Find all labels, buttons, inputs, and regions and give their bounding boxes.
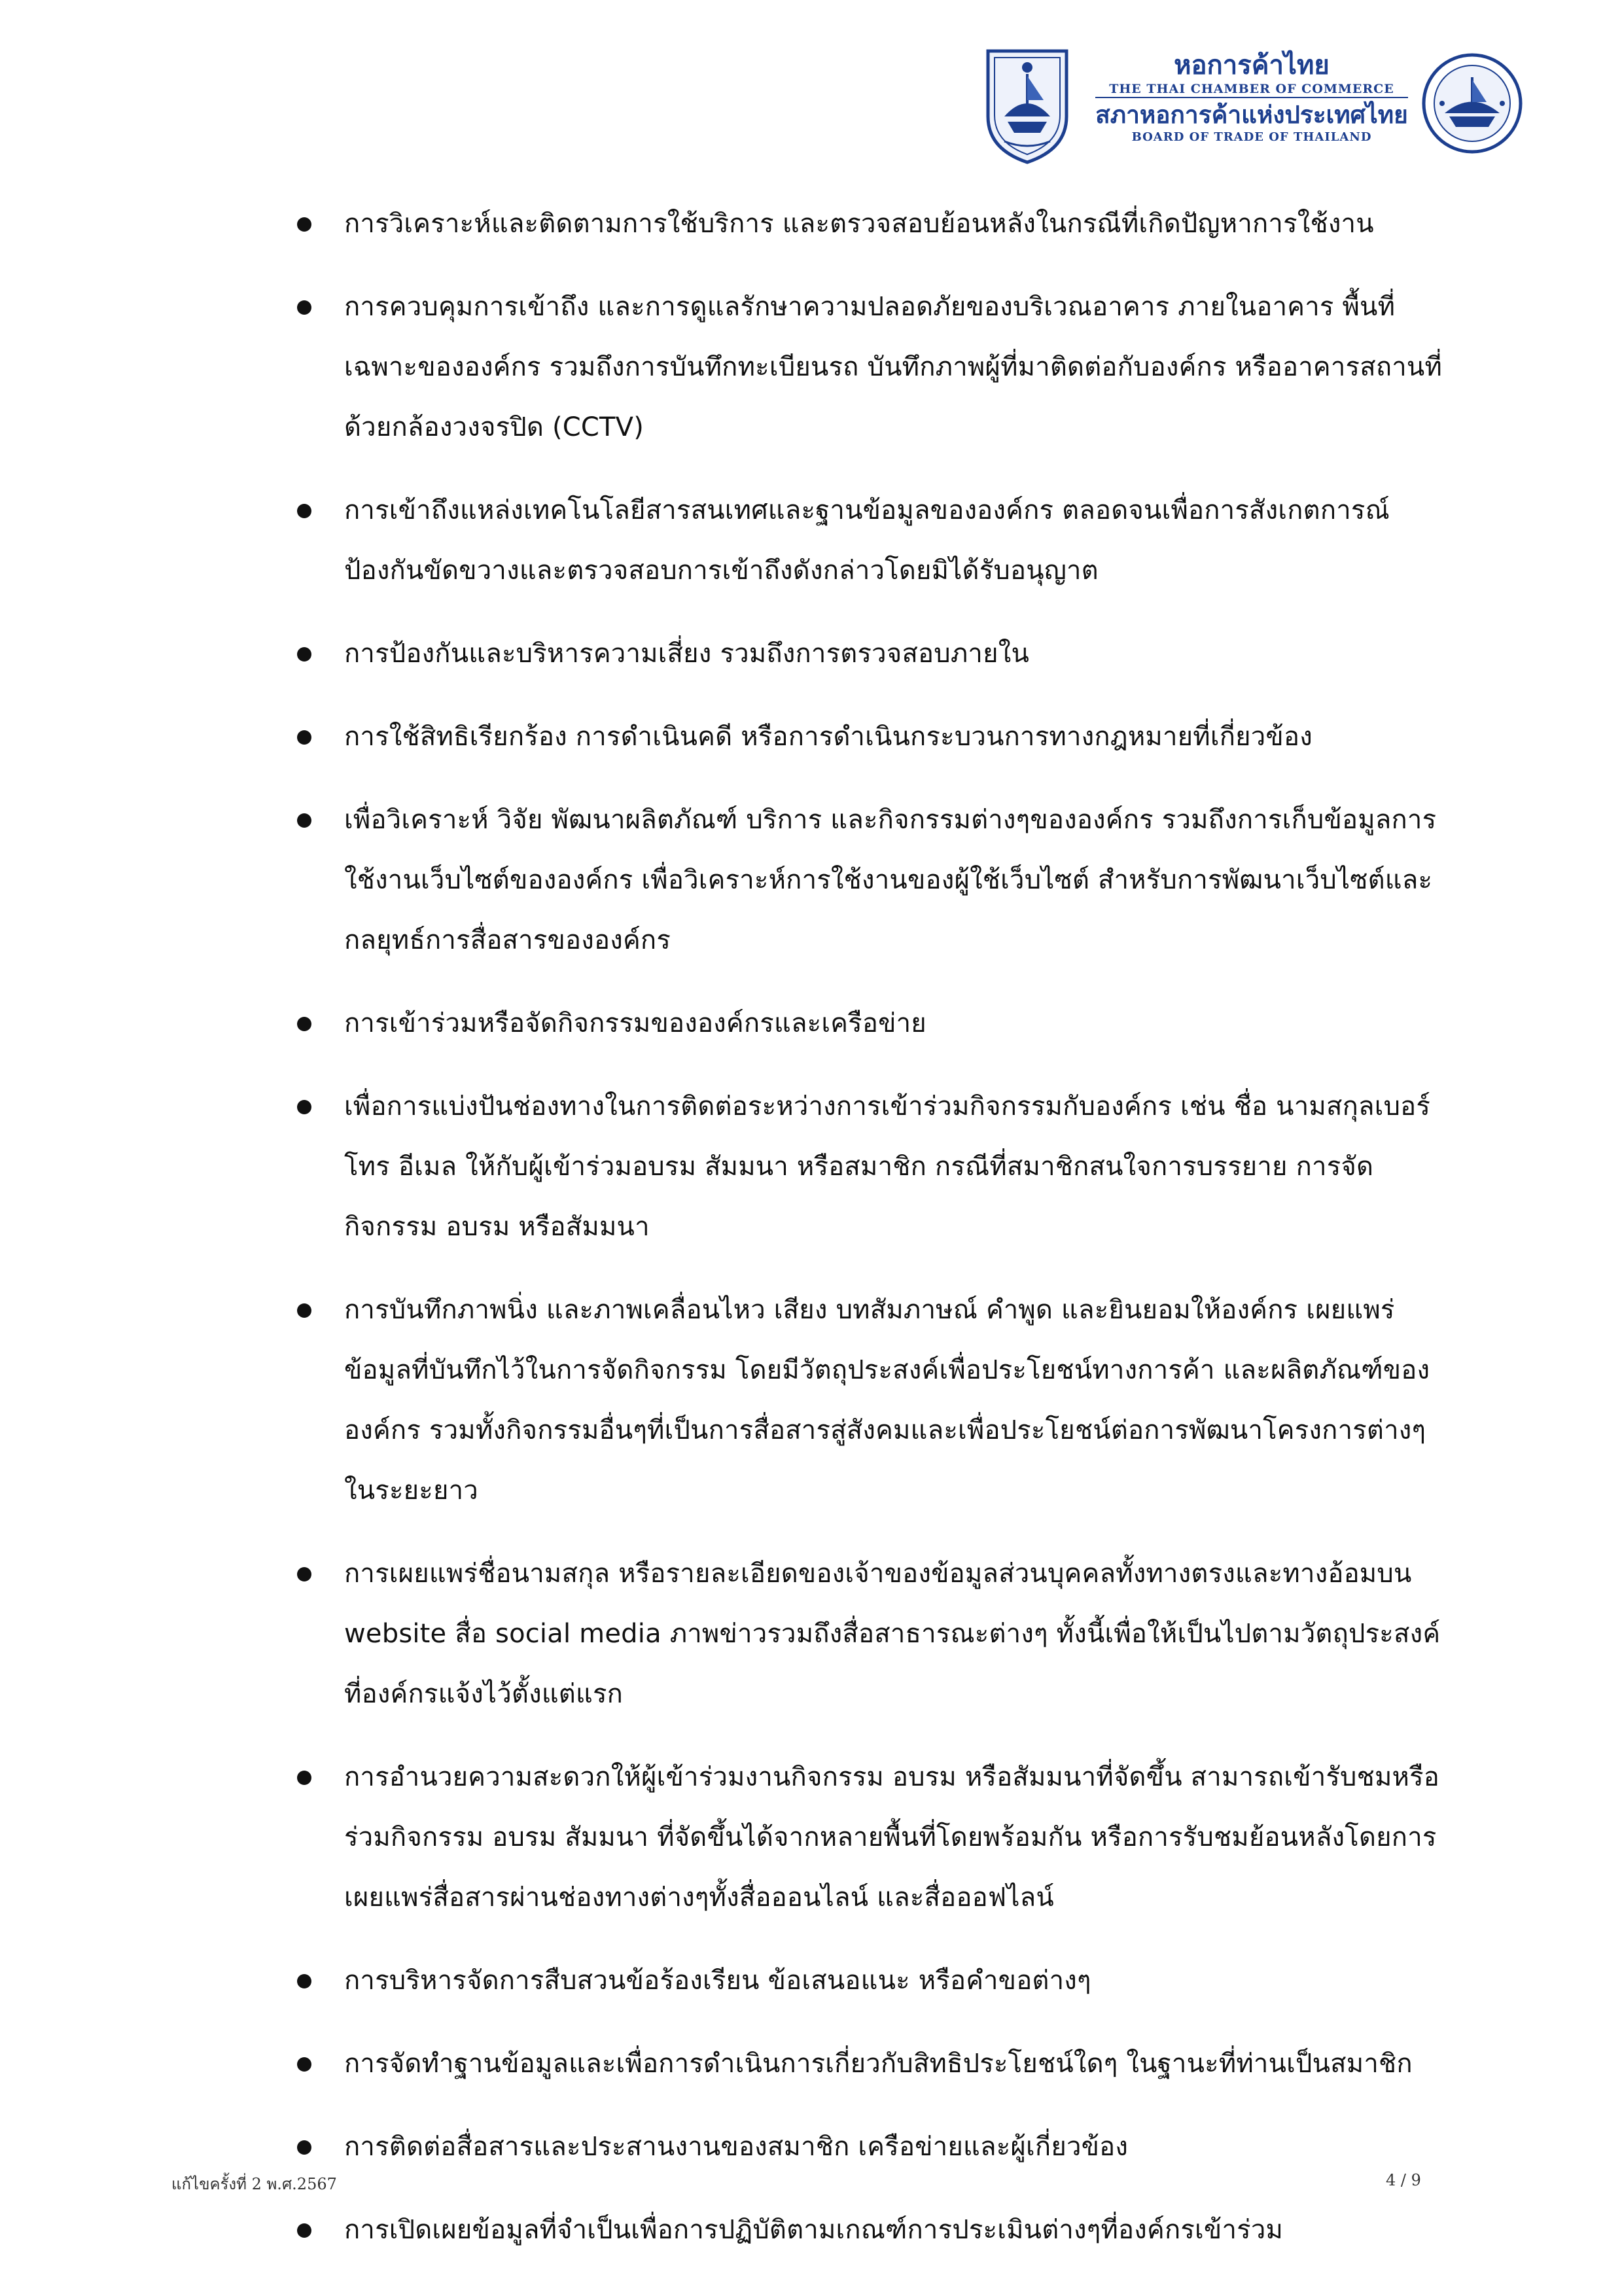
list-item-text: การใช้สิทธิเรียกร้อง การดำเนินคดี หรือการดำเนินกระบวนการทางกฎหมายที่เกี่ยวข้อง: [344, 722, 1313, 752]
list-item-text: การบันทึกภาพนิ่ง และภาพเคลื่อนไหว เสียง บทสัมภาษณ์ คำพูด และยินยอมให้องค์กร เผยแพร่ข้อมูลที่บันทึกไว้ในการจัดกิจกรรม โดยมีวัตถุประสงค์เพื่อประโยชน์ทางการค้า และผลิตภัณฑ์ขององค์กร รวมทั้งกิจกรรมอื่นๆที่เป็นการสื่อสารสู่สังคมและเพื่อประโยชน์ต่อการพัฒนาโครงการต่างๆในระยะยาว: [344, 1295, 1430, 1506]
bullet-icon: [297, 2057, 311, 2072]
org-name-th: หอการค้าไทย: [1174, 50, 1330, 80]
bullet-icon: [297, 730, 311, 745]
board-of-trade-seal: [1420, 51, 1525, 156]
organization-name-block: [1091, 50, 1412, 145]
bullet-icon: [297, 2223, 311, 2238]
revision-note: แก้ไขครั้งที่ 2 พ.ศ.2567: [171, 2175, 337, 2193]
board-name-en: BOARD OF TRADE OF THAILAND: [1131, 130, 1372, 144]
list-item: [288, 480, 1453, 601]
list-item-text: การเข้าร่วมหรือจัดกิจกรรมขององค์กรและเครือข่าย: [344, 1008, 926, 1038]
list-item: [288, 1951, 1453, 2011]
bullet-icon: [297, 1974, 311, 1988]
thai-chamber-logo: [975, 38, 1080, 169]
list-item-text: การจัดทำฐานข้อมูลและเพื่อการดำเนินการเกี่ยวกับสิทธิประโยชน์ใดๆ ในฐานะที่ท่านเป็นสมาชิก: [344, 2049, 1413, 2079]
bullet-icon: [297, 1017, 311, 1031]
list-item: [288, 1280, 1453, 1521]
list-item-text: การวิเคราะห์และติดตามการใช้บริการ และตรวจสอบย้อนหลังในกรณีที่เกิดปัญหาการใช้งาน: [344, 209, 1374, 239]
list-item: [288, 2200, 1453, 2260]
list-item-text: การบริหารจัดการสืบสวนข้อร้องเรียน ข้อเสนอแนะ หรือคำขอต่างๆ: [344, 1966, 1091, 1996]
org-name-en: THE THAI CHAMBER OF COMMERCE: [1109, 82, 1394, 96]
bullet-list: [288, 194, 1453, 2283]
list-item: [288, 277, 1453, 457]
bullet-icon: [297, 1771, 311, 1785]
list-item: [288, 624, 1453, 684]
bullet-icon: [297, 1100, 311, 1114]
bullet-icon: [297, 300, 311, 315]
list-item-text: การเปิดเผยข้อมูลที่จำเป็นเพื่อการปฏิบัติตามเกณฑ์การประเมินต่างๆที่องค์กรเข้าร่วม: [344, 2215, 1284, 2245]
list-item-text: การเข้าถึงแหล่งเทคโนโลยีสารสนเทศและฐานข้อมูลขององค์กร ตลอดจนเพื่อการสังเกตการณ์ป้องกันขัดขวางและตรวจสอบการเข้าถึงดังกล่าวโดยมิได้รับอนุญาต: [344, 495, 1390, 586]
list-item-text: การติดต่อสื่อสารและประสานงานของสมาชิก เครือข่ายและผู้เกี่ยวข้อง: [344, 2132, 1129, 2162]
list-item: [288, 1747, 1453, 1928]
board-name-th: สภาหอการค้าแห่งประเทศไทย: [1095, 97, 1408, 130]
list-item-text: เพื่อการแบ่งปันช่องทางในการติดต่อระหว่างการเข้าร่วมกิจกรรมกับองค์กร เช่น ชื่อ นามสกุลเบอร์โทร อีเมล ให้กับผู้เข้าร่วมอบรม สัมมนา หรือสมาชิก กรณีที่สมาชิกสนใจการบรรยาย การจัดกิจกรรม อบรม หรือสัมมนา: [344, 1091, 1431, 1242]
bullet-icon: [297, 217, 311, 232]
list-item: [288, 2034, 1453, 2094]
list-item: [288, 2117, 1453, 2177]
list-item: [288, 993, 1453, 1053]
bullet-icon: [297, 813, 311, 828]
bullet-icon: [297, 1303, 311, 1318]
list-item-text: การเผยแพร่ชื่อนามสกุล หรือรายละเอียดของเจ้าของข้อมูลส่วนบุคคลทั้งทางตรงและทางอ้อมบน website สื่อ social media ภาพข่าวรวมถึงสื่อสาธารณะต่างๆ ทั้งนี้เพื่อให้เป็นไปตามวัตถุประสงค์ที่องค์กรแจ้งไว้ตั้งแต่แรก: [344, 1559, 1441, 1709]
list-item: [288, 194, 1453, 254]
bullet-icon: [297, 647, 311, 662]
page-number: 4 / 9: [1386, 2171, 1421, 2189]
bullet-icon: [297, 1567, 311, 1581]
list-item-text: การป้องกันและบริหารความเสี่ยง รวมถึงการตรวจสอบภายใน: [344, 639, 1030, 669]
bullet-icon: [297, 2140, 311, 2155]
list-item: [288, 707, 1453, 767]
list-item: [288, 790, 1453, 970]
page-header: [975, 38, 1551, 169]
list-item-text: การควบคุมการเข้าถึง และการดูแลรักษาความปลอดภัยของบริเวณอาคาร ภายในอาคาร พื้นที่เฉพาะขององค์กร รวมถึงการบันทึกทะเบียนรถ บันทึกภาพผู้ที่มาติดต่อกับองค์กร หรืออาคารสถานที่ ด้วยกล้องวงจรปิด (CCTV): [344, 292, 1443, 442]
list-item: [288, 1544, 1453, 1724]
list-item: [288, 1076, 1453, 1257]
list-item-text: เพื่อวิเคราะห์ วิจัย พัฒนาผลิตภัณฑ์ บริการ และกิจกรรมต่างๆขององค์กร รวมถึงการเก็บข้อมูลการใช้งานเว็บไซต์ขององค์กร เพื่อวิเคราะห์การใช้งานของผู้ใช้เว็บไซต์ สำหรับการพัฒนาเว็บไซต์และกลยุทธ์การสื่อสารขององค์กร: [344, 805, 1437, 955]
list-item-text: การอำนวยความสะดวกให้ผู้เข้าร่วมงานกิจกรรม อบรม หรือสัมมนาที่จัดขึ้น สามารถเข้ารับชมหรือร่วมกิจกรรม อบรม สัมมนา ที่จัดขึ้นได้จากหลายพื้นที่โดยพร้อมกัน หรือการรับชมย้อนหลังโดยการเผยแพร่สื่อสารผ่านช่องทางต่างๆทั้งสื่อออนไลน์ และสื่อออฟไลน์: [344, 1762, 1440, 1913]
bullet-icon: [297, 504, 311, 518]
